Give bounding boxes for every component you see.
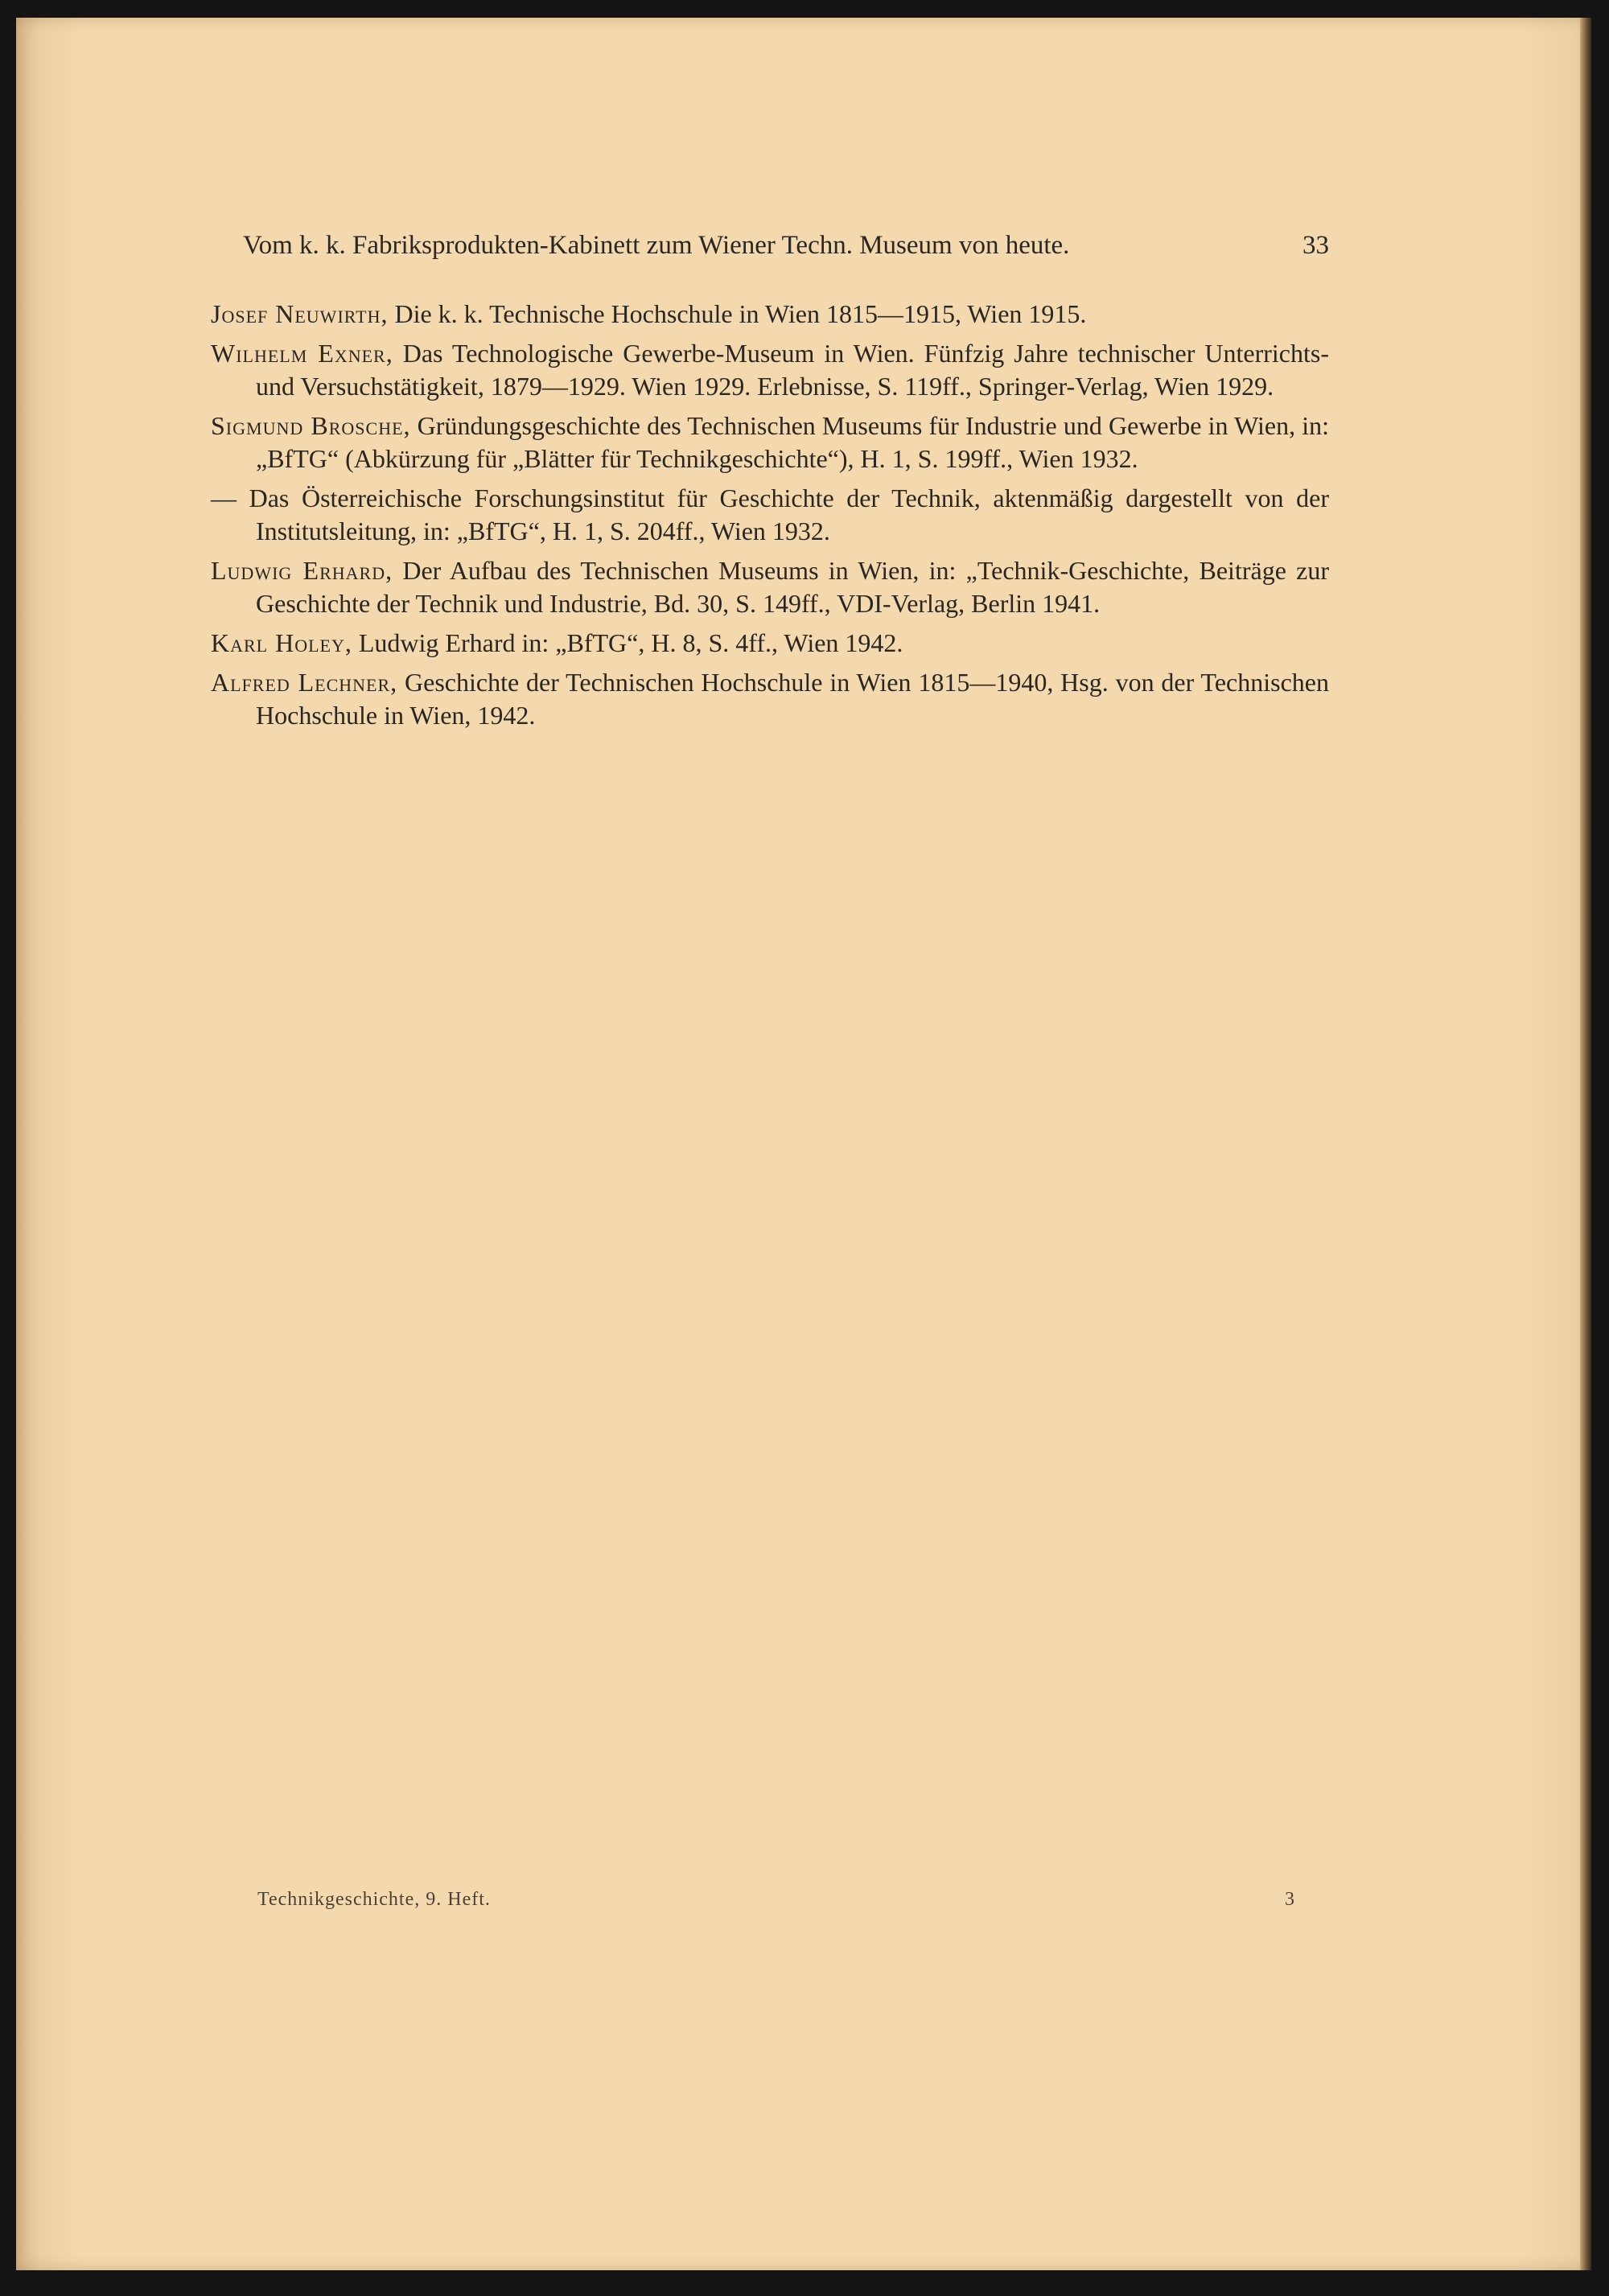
bibliography-entry — [211, 482, 1329, 548]
bibliography-entry — [211, 409, 1329, 475]
footer-sheet-number: 3 — [1285, 1889, 1295, 1910]
page-binding-edge — [1580, 18, 1591, 2270]
entry-text: — Das Österreichische Forschungsinstitut für Geschichte der Technik, aktenmäßig dargestellt von der Institutsleitung, in: „BfTG“, H. 1, S. 204ff., Wien 1932. — [211, 483, 1329, 545]
running-head — [211, 225, 1329, 265]
running-head-title: Vom k. k. Fabriksprodukten-Kabinett zum Wiener Techn. Museum von heute. — [243, 231, 1070, 260]
entry-text: Die k. k. Technische Hochschule in Wien 1815—1915, Wien 1915. — [388, 299, 1087, 328]
entry-text: Das Technologische Gewerbe-Museum in Wien. Fünfzig Jahre technischer Unterrichts- und Versuchstätigkeit, 1879—1929. Wien 1929. Erlebnisse, S. 119ff., Springer-Verlag, Wien 1929. — [256, 339, 1329, 401]
entry-author: Alfred Lechner, — [211, 668, 398, 697]
bibliography-entry — [211, 298, 1329, 331]
entry-text: Ludwig Erhard in: „BfTG“, H. 8, S. 4ff., Wien 1942. — [352, 628, 903, 657]
entry-text: Geschichte der Technischen Hochschule in Wien 1815—1940, Hsg. von der Technischen Hochschule in Wien, 1942. — [256, 668, 1329, 730]
entry-author: Wilhelm Exner, — [211, 339, 393, 368]
entry-author: Karl Holey, — [211, 628, 352, 657]
page-number: 33 — [1302, 231, 1329, 260]
bibliography-entry — [211, 337, 1329, 403]
bibliography-entry — [211, 666, 1329, 732]
bibliography-entry — [211, 554, 1329, 620]
entry-text: Gründungsgeschichte des Technischen Museums für Industrie und Gewerbe in Wien, in: „BfTG“ (Abkürzung für „Blätter für Technikgeschichte“), H. 1, S. 199ff., Wien 1932. — [256, 411, 1329, 473]
entry-author: Josef Neuwirth, — [211, 299, 389, 328]
entry-author: Sigmund Brosche, — [211, 411, 411, 440]
bibliography-entry — [211, 627, 1329, 660]
page-footer — [257, 1889, 1295, 1911]
entry-text: Der Aufbau des Technischen Museums in Wien, in: „Technik-Geschichte, Beiträge zur Geschichte der Technik und Industrie, Bd. 30, S. 149ff., VDI-Verlag, Berlin 1941. — [256, 556, 1330, 618]
footer-signature: Technikgeschichte, 9. Heft. — [257, 1889, 491, 1910]
page-text-block — [211, 225, 1329, 739]
entry-author: Ludwig Erhard, — [211, 556, 393, 585]
